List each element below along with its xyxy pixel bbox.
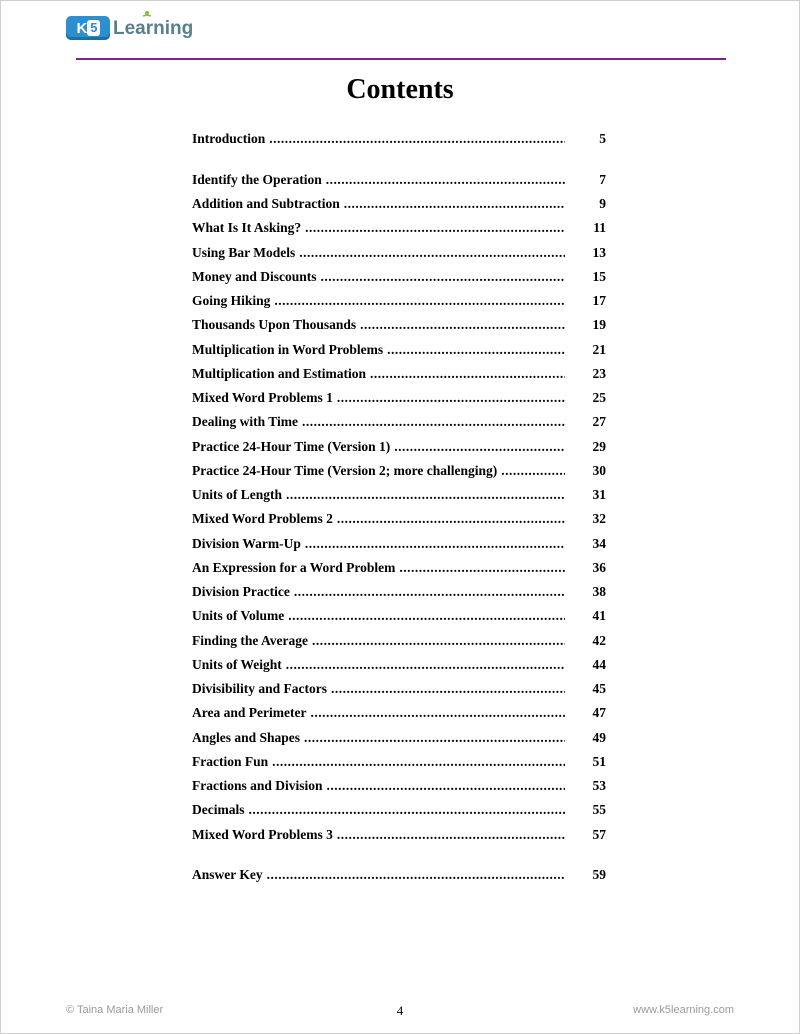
- toc-entry-page: 30: [592, 462, 606, 478]
- logo-mark-5: 5: [87, 20, 99, 36]
- toc-dot-leader: [267, 867, 565, 883]
- toc-entry-page: 15: [592, 268, 606, 284]
- toc-entry-title: Money and Discounts: [192, 268, 317, 284]
- toc-dot-leader: [321, 269, 565, 285]
- toc-dot-leader: [269, 131, 565, 147]
- toc-entry-title: Thousands Upon Thousands: [192, 317, 357, 333]
- toc-entry[interactable]: [192, 608, 612, 632]
- footer-page-number: 4: [396, 1003, 404, 1018]
- toc-dot-leader: [274, 293, 565, 309]
- toc-dot-leader: [337, 827, 565, 843]
- toc-entry[interactable]: [192, 560, 612, 584]
- toc-dot-leader: [394, 439, 565, 455]
- toc-entry-page: 55: [592, 802, 606, 818]
- toc-entry[interactable]: [192, 802, 612, 826]
- toc-entry-page: 34: [592, 535, 606, 551]
- toc-dot-leader: [337, 511, 565, 527]
- toc-entry[interactable]: [192, 657, 612, 681]
- toc-entry-page: 59: [592, 867, 606, 883]
- toc-entry[interactable]: [192, 730, 612, 754]
- toc-entry-title: Decimals: [192, 802, 245, 818]
- toc-entry[interactable]: [192, 439, 612, 463]
- toc-entry-page: 13: [592, 244, 606, 260]
- footer-copyright: © Taina Maria Miller: [66, 1004, 164, 1016]
- toc-entry-title: Division Practice: [192, 584, 290, 599]
- toc-entry-title: Units of Weight: [192, 656, 282, 672]
- toc-dot-leader: [294, 584, 565, 600]
- toc-entry-title: Area and Perimeter: [192, 705, 307, 721]
- toc-entry[interactable]: [192, 827, 612, 851]
- toc-entry-page: 17: [592, 293, 606, 308]
- toc-dot-leader: [305, 536, 565, 552]
- toc-entry-page: 27: [592, 414, 606, 430]
- toc-dot-leader: [344, 196, 565, 212]
- toc-entry-page: 38: [592, 584, 606, 599]
- toc-entry-page: 5: [599, 131, 606, 146]
- toc-entry-page: 9: [599, 196, 606, 211]
- logo-figure-icon: [142, 10, 152, 20]
- toc-entry-page: 44: [592, 656, 606, 672]
- toc-dot-leader: [286, 657, 565, 673]
- toc-dot-leader: [305, 220, 565, 236]
- toc-entry[interactable]: [192, 754, 612, 778]
- toc-entry-title: Division Warm-Up: [192, 535, 301, 551]
- toc-entry-title: Multiplication and Estimation: [192, 365, 367, 381]
- toc-entry[interactable]: [192, 867, 612, 891]
- toc-entry-page: 19: [592, 317, 606, 333]
- toc-entry[interactable]: [192, 390, 612, 414]
- toc-entry[interactable]: [192, 681, 612, 705]
- toc-entry[interactable]: [192, 269, 612, 293]
- toc-entry[interactable]: [192, 778, 612, 802]
- toc-entry[interactable]: [192, 196, 612, 220]
- toc-entry[interactable]: [192, 317, 612, 341]
- toc-entry-title: What Is It Asking?: [192, 220, 302, 236]
- toc-dot-leader: [272, 754, 565, 770]
- toc-entry-page: 25: [592, 390, 606, 405]
- toc-entry-title: Fractions and Division: [192, 778, 323, 793]
- toc-dot-leader: [370, 366, 565, 382]
- toc-entry-page: 36: [592, 559, 606, 575]
- toc-dot-leader: [337, 390, 565, 406]
- toc-entry-page: 53: [592, 778, 606, 793]
- toc-entry[interactable]: [192, 414, 612, 438]
- toc-entry-title: Finding the Average: [192, 632, 308, 648]
- toc-dot-leader: [327, 778, 565, 794]
- toc-dot-leader: [387, 342, 565, 358]
- toc-dot-leader: [312, 633, 565, 649]
- toc-entry[interactable]: [192, 366, 612, 390]
- toc-entry-title: Practice 24-Hour Time (Version 1): [192, 438, 391, 454]
- toc-entry[interactable]: [192, 131, 612, 155]
- toc-entry[interactable]: [192, 705, 612, 729]
- toc-entry-page: 41: [592, 608, 606, 624]
- toc-entry-title: Units of Volume: [192, 608, 285, 624]
- toc-entry[interactable]: [192, 584, 612, 608]
- toc-entry-page: 51: [592, 753, 606, 769]
- toc-entry[interactable]: [192, 342, 612, 366]
- toc-entry[interactable]: [192, 220, 612, 244]
- toc-entry-title: Going Hiking: [192, 293, 271, 308]
- toc-entry-page: 21: [592, 341, 606, 357]
- toc-entry-title: Multiplication in Word Problems: [192, 341, 384, 357]
- toc-entry[interactable]: [192, 463, 612, 487]
- toc-dot-leader: [248, 802, 565, 818]
- toc-dot-leader: [501, 463, 565, 479]
- toc-entry-title: Mixed Word Problems 3: [192, 826, 333, 842]
- toc-entry-page: 47: [592, 705, 606, 721]
- toc-entry[interactable]: [192, 536, 612, 560]
- toc-entry-title: Addition and Subtraction: [192, 196, 340, 211]
- toc-entry-page: 32: [592, 511, 606, 527]
- toc-entry[interactable]: [192, 245, 612, 269]
- toc-dot-leader: [299, 245, 565, 261]
- toc-entry-page: 23: [592, 365, 606, 381]
- k5-learning-logo: [66, 12, 193, 44]
- page-title: Contents: [346, 74, 454, 105]
- toc-entry-title: Units of Length: [192, 487, 283, 502]
- toc-entry-title: Angles and Shapes: [192, 729, 301, 745]
- logo-mark-k: K: [76, 19, 87, 37]
- toc-entry[interactable]: [192, 293, 612, 317]
- header-rule: [76, 58, 726, 60]
- toc-entry-page: 45: [592, 681, 606, 696]
- toc-entry-title: Fraction Fun: [192, 753, 269, 769]
- toc-dot-leader: [360, 317, 565, 333]
- toc-dot-leader: [302, 414, 565, 430]
- toc-entry-page: 11: [593, 220, 606, 236]
- toc-dot-leader: [331, 681, 565, 697]
- toc-entry[interactable]: [192, 633, 612, 657]
- toc-entry-title: Introduction: [192, 131, 266, 146]
- toc-entry-title: Dealing with Time: [192, 414, 299, 430]
- toc-entry-page: 49: [592, 729, 606, 745]
- toc-entry-title: An Expression for a Word Problem: [192, 559, 396, 575]
- toc-dot-leader: [399, 560, 565, 576]
- toc-dot-leader: [288, 608, 565, 624]
- toc-dot-leader: [310, 705, 565, 721]
- toc-entry-title: Mixed Word Problems 1: [192, 390, 333, 405]
- toc-entry-page: 57: [592, 826, 606, 842]
- toc-dot-leader: [286, 487, 565, 503]
- logo-mark: [66, 16, 110, 40]
- toc-entry-title: Practice 24-Hour Time (Version 2; more challenging): [192, 462, 498, 478]
- logo-text: Learning: [113, 18, 194, 39]
- toc-entry[interactable]: [192, 487, 612, 511]
- toc-entry-title: Divisibility and Factors: [192, 681, 328, 696]
- toc-entry-page: 31: [592, 487, 606, 502]
- toc-entry-title: Using Bar Models: [192, 244, 296, 260]
- toc-dot-leader: [304, 730, 565, 746]
- toc-entry-page: 42: [592, 632, 606, 648]
- footer-website: www.k5learning.com: [633, 1004, 734, 1016]
- toc-dot-leader: [326, 172, 565, 188]
- toc-entry-title: Answer Key: [192, 867, 263, 883]
- toc-entry-page: 29: [592, 438, 606, 454]
- toc-entry-title: Mixed Word Problems 2: [192, 511, 333, 527]
- toc-entry[interactable]: [192, 172, 612, 196]
- table-of-contents: [192, 131, 612, 892]
- toc-entry[interactable]: [192, 511, 612, 535]
- toc-entry-page: 7: [599, 171, 606, 187]
- toc-entry-title: Identify the Operation: [192, 171, 322, 187]
